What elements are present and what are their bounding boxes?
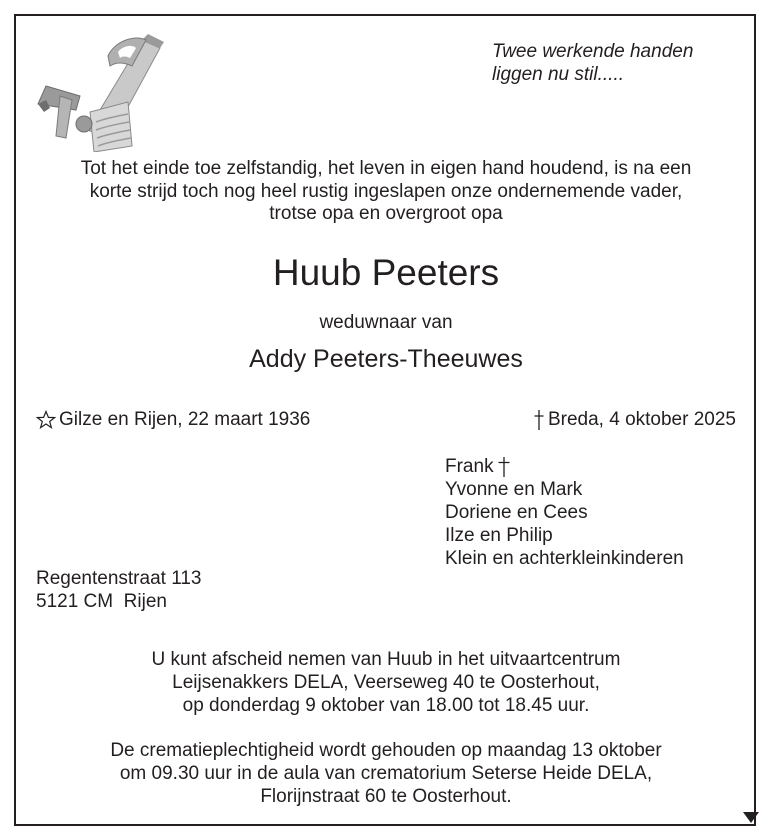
cremation-line: Florijnstraat 60 te Oosterhout.: [260, 786, 512, 807]
intro-line: trotse opa en overgroot opa: [269, 203, 503, 224]
cremation-line: om 09.30 uur in de aula van crematorium Seterse Heide DELA,: [119, 763, 653, 784]
viewing-line: op donderdag 9 oktober van 18.00 tot 18.45 uur.: [182, 695, 590, 716]
quote-line: Twee werkende handen: [492, 41, 694, 62]
intro-text: [20, 158, 752, 226]
quote: [492, 40, 693, 86]
cremation-line: De crematieplechtigheid wordt gehouden op maandag 13 oktober: [110, 740, 662, 761]
cremation-info: [20, 739, 752, 808]
scroll-down-arrow-icon[interactable]: [742, 810, 760, 824]
death-line: [533, 407, 736, 433]
birth-line: [36, 407, 310, 433]
viewing-info: [20, 648, 752, 717]
quote-line: liggen nu stil.....: [492, 64, 625, 85]
family-member-name: Frank: [445, 456, 494, 477]
family-list: [445, 455, 684, 570]
star-outline-icon: [36, 410, 56, 430]
family-member-name: Ilze en Philip: [445, 525, 553, 546]
family-member-name: Yvonne en Mark: [445, 479, 583, 500]
family-member: [445, 524, 684, 547]
viewing-line: Leijsenakkers DELA, Veerseweg 40 te Oosterhout,: [172, 672, 600, 693]
intro-line: Tot het einde toe zelfstandig, het leven in eigen hand houdend, is na een: [80, 158, 692, 179]
cross-icon: [497, 456, 511, 478]
correspondence-address: [36, 568, 202, 613]
intro-line: korte strijd toch nog heel rustig ingeslapen onze ondernemende vader,: [89, 180, 683, 202]
spouse-name: Addy Peeters-Theeuwes: [249, 345, 523, 373]
family-member-name: Doriene en Cees: [445, 502, 588, 523]
family-member: [445, 478, 684, 501]
address-postcode-city: 5121 CM Rijen: [36, 590, 167, 612]
deceased-name: Huub Peeters: [272, 252, 500, 293]
family-member: [445, 501, 684, 524]
tools-icon: [36, 26, 166, 152]
family-member-name: Klein en achterkleinkinderen: [445, 548, 684, 569]
viewing-line: U kunt afscheid nemen van Huub in het uitvaartcentrum: [151, 649, 621, 670]
dagger-icon: [533, 409, 545, 431]
death-text: Breda, 4 oktober 2025: [547, 409, 736, 430]
birth-text: Gilze en Rijen, 22 maart 1936: [59, 409, 311, 430]
family-member: [445, 547, 684, 570]
address-street: Regentenstraat 113: [36, 568, 202, 589]
family-member: [445, 455, 684, 478]
widower-label: weduwnaar van: [319, 312, 453, 333]
